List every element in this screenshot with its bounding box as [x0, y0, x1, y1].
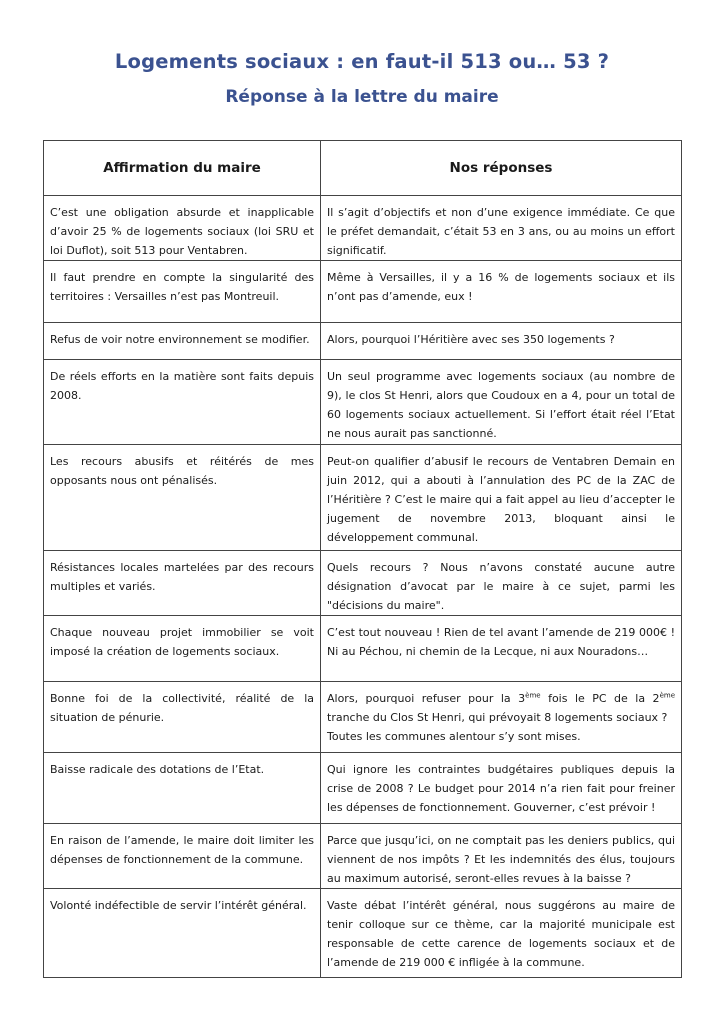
affirmation-cell: Il faut prendre en compte la singularité des territoires : Versailles n’est pas Montreuil.: [44, 261, 321, 323]
reponse-cell: Un seul programme avec logements sociaux (au nombre de 9), le clos St Henri, alors que Coudoux en a 4, pour un total de 60 logements sociaux actuellement. Si l’effort était réel l’Etat ne nous aurait pas sanctionné.: [321, 360, 682, 445]
table-row: [44, 616, 682, 682]
reponse-cell: Parce que jusqu’ici, on ne comptait pas les deniers publics, qui viennent de nos impôts ? Et les indemnités des élus, toujours au maximum autorisé, seront-elles revues à la baisse ?: [321, 824, 682, 889]
table-row: [44, 360, 682, 445]
table-row: [44, 323, 682, 360]
table-row: [44, 889, 682, 978]
comparison-table: [43, 140, 682, 978]
header-affirmation: Affirmation du maire: [44, 141, 321, 196]
affirmation-cell: Bonne foi de la collectivité, réalité de la situation de pénurie.: [44, 682, 321, 753]
ordinal-suffix: ème: [525, 691, 541, 700]
reponse-cell: Peut-on qualifier d’abusif le recours de Ventabren Demain en juin 2012, qui a abouti à l’annulation des PC de la ZAC de l’Héritière ? C’est le maire qui a fait appel au lieu d’accepter le jugement de novembre 2013, bloquant ainsi le développement communal.: [321, 445, 682, 551]
reponse-cell: Qui ignore les contraintes budgétaires publiques depuis la crise de 2008 ? Le budget pour 2014 n’a rien fait pour freiner les dépenses de fonctionnement. Gouverner, c’est prévoir !: [321, 753, 682, 824]
table-row: [44, 445, 682, 551]
affirmation-cell: Volonté indéfectible de servir l’intérêt général.: [44, 889, 321, 978]
header-reponses: Nos réponses: [321, 141, 682, 196]
affirmation-cell: De réels efforts en la matière sont faits depuis 2008.: [44, 360, 321, 445]
page-subtitle: Réponse à la lettre du maire: [225, 87, 499, 107]
reponse-cell: Vaste débat l’intérêt général, nous suggérons au maire de tenir colloque sur ce thème, car la majorité municipale est responsable de cette carence de logements sociaux et de l’amende de 219 000 € infligée à la commune.: [321, 889, 682, 978]
reponse-cell: Quels recours ? Nous n’avons constaté aucune autre désignation d’avocat par le maire à ce sujet, parmi les "décisions du maire".: [321, 551, 682, 616]
table-row: [44, 682, 682, 753]
table-header-row: [44, 141, 682, 196]
affirmation-cell: Chaque nouveau projet immobilier se voit imposé la création de logements sociaux.: [44, 616, 321, 682]
reponse-text: tranche du Clos St Henri, qui prévoyait 8 logements sociaux ?: [327, 711, 668, 724]
affirmation-cell: En raison de l’amende, le maire doit limiter les dépenses de fonctionnement de la commune.: [44, 824, 321, 889]
table-row: [44, 753, 682, 824]
affirmation-cell: C’est une obligation absurde et inapplicable d’avoir 25 % de logements sociaux (loi SRU et loi Duflot), soit 513 pour Ventabren.: [44, 196, 321, 261]
reponse-text: fois le PC de la 2: [540, 692, 660, 705]
ordinal-suffix: ème: [659, 691, 675, 700]
table-row: [44, 196, 682, 261]
affirmation-cell: Les recours abusifs et réitérés de mes opposants nous ont pénalisés.: [44, 445, 321, 551]
reponse-cell: Même à Versailles, il y a 16 % de logements sociaux et ils n’ont pas d’amende, eux !: [321, 261, 682, 323]
table-row: [44, 551, 682, 616]
affirmation-cell: Refus de voir notre environnement se modifier.: [44, 323, 321, 360]
reponse-text: Alors, pourquoi refuser pour la 3: [327, 692, 526, 705]
reponse-cell: Alors, pourquoi l’Héritière avec ses 350 logements ?: [321, 323, 682, 360]
reponse-cell: [321, 682, 682, 753]
table-row: [44, 824, 682, 889]
page-title: Logements sociaux : en faut-il 513 ou… 53 ?: [114, 50, 610, 73]
affirmation-cell: Baisse radicale des dotations de l’Etat.: [44, 753, 321, 824]
reponse-text: Toutes les communes alentour s’y sont mises.: [327, 730, 581, 743]
reponse-cell: Il s’agit d’objectifs et non d’une exigence immédiate. Ce que le préfet demandait, c’était 53 en 3 ans, ou au moins un effort significatif.: [321, 196, 682, 261]
reponse-cell: C’est tout nouveau ! Rien de tel avant l’amende de 219 000€ ! Ni au Péchou, ni chemin de la Lecque, ni aux Nouradons…: [321, 616, 682, 682]
table-row: [44, 261, 682, 323]
affirmation-cell: Résistances locales martelées par des recours multiples et variés.: [44, 551, 321, 616]
